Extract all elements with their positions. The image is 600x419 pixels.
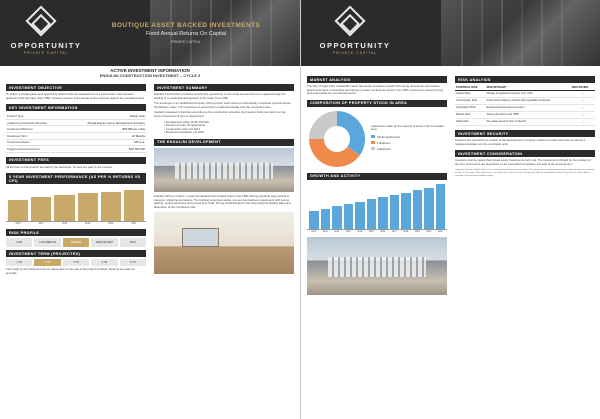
- summary-list-item: • Number of units: 96 apartments: [164, 123, 205, 128]
- summary-list-item: • Development value: R120 000 000: [164, 119, 209, 124]
- bar: [401, 193, 411, 229]
- risk-mitigant: Pledge & registered security over units: [486, 91, 571, 98]
- fees-heading: INVESTMENT FEES: [6, 157, 146, 164]
- bar-label: 2015: [368, 230, 374, 233]
- kfi-key: Target Investment Amount: [6, 146, 64, 153]
- bar: [378, 197, 388, 229]
- summary-heading: INVESTMENT SUMMARY: [154, 84, 294, 91]
- kfi-row: [6, 132, 146, 139]
- risk-table-row: [455, 105, 595, 112]
- performance-heading: 5 YEAR INVESTMENT PERFORMANCE (AS PER % RETURNS VS CPI): [6, 173, 146, 184]
- growth-heading: GROWTH AND ACTIVITY: [307, 173, 447, 180]
- kfi-row: [6, 146, 146, 153]
- security-text: Investors are secured by a cession of the development company's shares and loan accounts as well as a registered pledge over the completed units.: [455, 138, 585, 146]
- term-scale: [6, 259, 146, 266]
- kfi-key: Investment Term: [6, 132, 64, 139]
- kfi-row: [6, 119, 146, 126]
- legend-label: 2 Bedroom: [377, 146, 391, 151]
- bar: [332, 206, 342, 228]
- risk-table-header: RISK RATING: [571, 85, 595, 91]
- risk-level: HIGH: [120, 238, 146, 247]
- summary-para-2: The developer is an established company with a proven track record of successfully completed projects across the Western Cape. The investment is secured by a registered pledge over the completed units.: [154, 101, 291, 109]
- bar-label: 2013: [345, 230, 351, 233]
- legend-swatch: [371, 147, 375, 150]
- performance-labels: [6, 223, 146, 225]
- exit-heading: RISK ANALYSIS: [455, 76, 595, 83]
- bar-label: 2019: [414, 230, 420, 233]
- risk-name: Construction Risk: [455, 98, 486, 105]
- composition-chart: [307, 109, 447, 169]
- legend-entry: [371, 141, 447, 145]
- risk-mitigant: Experienced development team: [486, 105, 571, 112]
- kfi-value: 18% p.a.: [64, 139, 146, 146]
- summary-list: [154, 121, 294, 135]
- bar-label: 2021: [131, 223, 137, 226]
- performance-chart: [6, 186, 146, 222]
- pie-slice: [309, 111, 337, 139]
- kfi-value: R18 000 000: [64, 146, 146, 153]
- term-option: 2 YR: [34, 259, 60, 266]
- risk-heading: RISK PROFILE: [6, 229, 146, 236]
- growth-chart: [307, 182, 447, 230]
- bar: [31, 197, 51, 222]
- term-note: The length of the investment term is dependent on the sale of the project timelines. Returns are paid out annually.: [6, 267, 135, 275]
- bar: [413, 190, 423, 229]
- growth-labels: [307, 231, 447, 233]
- risk-level: MEDIUM-HIGH: [91, 238, 117, 247]
- kfi-value: Private Equity Loan to Development Company: [64, 119, 146, 126]
- bar: [309, 211, 319, 229]
- objective-para: To deliver a private placement opportunity which funds the development of a well located, high demand apartment with the Cape Town CBD. Investors receive fixed annual returns secured against the completed units.: [6, 92, 145, 100]
- risk-rating-check: ✓: [571, 119, 595, 126]
- summary-para-3: Capital is released in tranches according to the construction schedule and investor funds are held in a ring-fenced trust account prior to deployment.: [154, 110, 287, 118]
- term-option: 3 YR: [63, 259, 89, 266]
- pie-note: Apartments make up the majority of stock in the immediate area.: [371, 123, 444, 132]
- kfi-heading: KEY INVESTMENT INFORMATION: [6, 104, 146, 111]
- term-heading: INVESTMENT TERM (PROJECTED): [6, 250, 146, 257]
- risk-table-row: [455, 119, 595, 126]
- risk-level: LOW: [6, 238, 32, 247]
- risk-mitigant: Fixed price building contract with reputable contractor: [486, 98, 571, 105]
- bar-label: 2019: [85, 223, 91, 226]
- bar: [101, 192, 121, 222]
- kfi-key: Underlying Investment Structure: [6, 119, 64, 126]
- legend-label: 1 Bedroom: [377, 140, 391, 145]
- risk-rating-check: ✓: [571, 112, 595, 119]
- summary-list-item: • Projected completion: Q2 2023: [164, 130, 205, 135]
- risk-scale: [6, 238, 146, 247]
- building-text: Endulini will be a modern, mixed-use development located close to the CBD offering residents easy access to transport, shopping and leisure. The building comprises studio, one and two bedroom apartments with secure parking, rooftop amenities and ground floor retail. Strong rental demand in the area supports healthy sales and absorption of the completed units.: [154, 193, 291, 209]
- fees-text: All the fees on this product are paid by the developer. No fees are paid by the investor.: [6, 164, 113, 169]
- risk-rating-check: ✓: [571, 105, 595, 112]
- bar: [8, 200, 28, 221]
- logo-icon: [25, 5, 56, 36]
- bar-label: 2018: [403, 230, 409, 233]
- kfi-row: [6, 126, 146, 133]
- legend-entry: [371, 135, 447, 139]
- kfi-value: R50 000 per entity: [64, 126, 146, 133]
- building-heading: THE ENDULINI DEVELOPMENT: [154, 139, 294, 146]
- security-heading: INVESTMENT SECURITY: [455, 130, 595, 137]
- bar-label: 2017: [391, 230, 397, 233]
- pie-legend: [371, 135, 447, 151]
- interior-photo: [154, 212, 294, 274]
- kfi-key: Investment Return: [6, 139, 64, 146]
- objective-text: [6, 93, 146, 100]
- risk-table-row: [455, 98, 595, 105]
- risk-level: LOW-MEDIUM: [34, 238, 60, 247]
- term-option: 5 YR: [120, 259, 146, 266]
- bar: [78, 193, 98, 221]
- summary-text: [154, 93, 294, 135]
- hero-subtitle: Fixed Annual Returns On Capital: [145, 31, 227, 37]
- disclaimer: Opportunity Private Capital (Pty) Ltd is an authorised financial services provider. This document is for information purposes only and does not constitute an offer or solicitation. Past performance is not indicative of future returns. Investors should seek independent financial, legal and tax advice before investing. Full terms and conditions apply.: [455, 169, 595, 177]
- bar-label: 2011: [322, 230, 328, 233]
- pie-slice: [337, 111, 365, 155]
- brand-name-right: OPPORTUNITY: [319, 41, 391, 50]
- header-right: [301, 0, 600, 66]
- bar: [436, 184, 446, 229]
- bar: [367, 199, 377, 228]
- risk-table-header: POTENTIAL RISK: [455, 85, 486, 91]
- brand-name: OPPORTUNITY: [10, 41, 82, 50]
- risk-column: [455, 76, 595, 177]
- objective-heading: INVESTMENT OBJECTIVE: [6, 84, 146, 91]
- summary-para-1: Endulini Construction provides investors the opportunity to earn fixed annual returns on capital through the funding of a residential development in the Cape Town CBD.: [154, 92, 286, 100]
- consider-heading: INVESTMENT CONSIDERATION: [455, 150, 595, 157]
- site-photo: [307, 237, 447, 295]
- mid-column: [154, 84, 294, 274]
- building-photo: [154, 148, 294, 192]
- legend-swatch: [371, 141, 375, 144]
- bar-label: 2021: [437, 230, 443, 233]
- legend-swatch: [371, 135, 375, 138]
- risk-name: Market Risk: [455, 112, 486, 119]
- banner-line1: ACTIVE INVESTMENT INFORMATION: [110, 68, 190, 73]
- risk-mitigant: Pre-sales secured prior to launch: [486, 119, 571, 126]
- bar: [424, 188, 434, 229]
- hero-title: BOUTIQUE ASSET BACKED INVESTMENTS: [111, 22, 261, 29]
- composition-heading: COMPOSITION OF PROPERTY STOCK IN AREA: [307, 100, 447, 107]
- bar: [355, 202, 365, 228]
- summary-list-item: • Construction start: Q1 2021: [164, 126, 200, 131]
- bar: [390, 195, 400, 229]
- market-text: The City of Cape Town residential market has shown consistent growth with strong demand for well located apartments close to amenities and transport nodes. Limited new stock in the CBD continues to support pricing and rental yields for new developments.: [307, 84, 443, 96]
- bar: [124, 190, 144, 222]
- brand-sub-right: PRIVATE CAPITAL: [332, 51, 378, 55]
- risk-level: MEDIUM: [63, 238, 89, 247]
- banner: [0, 66, 300, 80]
- kfi-row: [6, 139, 146, 146]
- bar-label: 2020: [108, 223, 114, 226]
- bar-label: 2020: [426, 230, 432, 233]
- risk-name: Completion Risk: [455, 105, 486, 112]
- bar-label: 2017: [38, 223, 44, 226]
- risk-table-row: [455, 91, 595, 98]
- risk-table: [455, 85, 595, 126]
- risk-name: Sales Risk: [455, 119, 486, 126]
- kfi-value: 24 Months: [64, 132, 146, 139]
- left-column: [6, 84, 146, 276]
- header-left: [0, 0, 300, 66]
- bar-label: 2010: [311, 230, 317, 233]
- header-photo-right: [441, 0, 600, 66]
- brand-sub: PRIVATE CAPITAL: [23, 51, 69, 55]
- risk-table-header: RISK MITIGANT: [486, 85, 571, 91]
- bar-label: 2016: [15, 223, 21, 226]
- term-option: 1 YR: [6, 259, 32, 266]
- banner-line2: ENDULINI CONSTRUCTION INVESTMENT – CYCLE 3: [99, 73, 201, 78]
- composition-pie: [307, 109, 367, 169]
- risk-table-row: [455, 112, 595, 119]
- logo-icon-right: [334, 5, 365, 36]
- market-column: [307, 76, 447, 295]
- hero-by: PRIVATE CAPITAL: [171, 40, 201, 44]
- kfi-table: [6, 113, 146, 153]
- page-right: [300, 0, 600, 419]
- bar-label: 2016: [380, 230, 386, 233]
- risk-name: Capital Risk: [455, 91, 486, 98]
- risk-mitigant: Strong demand in the CBD: [486, 112, 571, 119]
- kfi-key: Product Type: [6, 113, 64, 119]
- market-heading: MARKET ANALYSIS: [307, 76, 447, 83]
- legend-entry: [371, 147, 447, 151]
- bar: [321, 209, 331, 229]
- kfi-value: Equity Loan: [64, 113, 146, 119]
- kfi-key: Investment Minimum: [6, 126, 64, 133]
- bar-label: 2012: [334, 230, 340, 233]
- risk-rating-check: ✓: [571, 98, 595, 105]
- consider-text: Investors must be aware that private equity investments carry risk. The investment is illiquid for the duration of the term and returns are dependent on the successful completion and sale of the development.: [455, 158, 591, 166]
- bar: [54, 195, 74, 221]
- bar-label: 2014: [357, 230, 363, 233]
- risk-rating-check: ✓: [571, 91, 595, 98]
- legend-label: Studio Apartments: [377, 134, 400, 139]
- term-option: 4 YR: [91, 259, 117, 266]
- bar: [344, 204, 354, 229]
- bar-label: 2018: [61, 223, 67, 226]
